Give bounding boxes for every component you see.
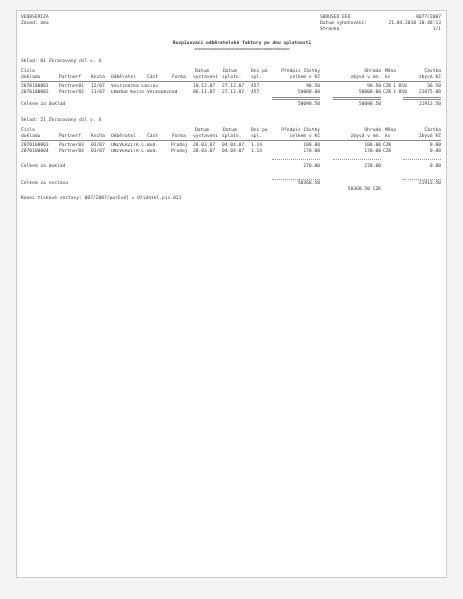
table-row-zbyva: 50000.00 [358, 90, 381, 95]
table-row-castka: 90.50 [306, 84, 320, 89]
col-datum1: Datum [195, 128, 209, 133]
section2-label: Sklad: 21 Zkracovaný díl v. 4 [21, 118, 102, 123]
table-row-castka: 50000.00 [297, 90, 320, 95]
table-row-ks: 1 050 [393, 90, 407, 95]
form-code: SBOUSEO EEO [320, 15, 351, 20]
col-cena-zbyva: zbývá Kč [418, 75, 441, 80]
grand-total-castka: 50360.50 [297, 181, 320, 186]
section1-total-cena: 21913.50 [418, 102, 441, 107]
col-mena: Měna [385, 128, 397, 133]
table-row-odberatel: UNIVERZITA Č.Bud. [111, 143, 159, 148]
table-row-doc: 2070100004 [21, 149, 49, 154]
table-row-partner: Partner02 [59, 90, 84, 95]
col-partner: Partnerf [59, 75, 82, 80]
table-row-d1: 10.12.07 [193, 84, 216, 89]
report-title: Rozpisovací odběratelské faktury po dnu splatnosti [172, 41, 312, 46]
table-row-dni: 457 [251, 84, 260, 89]
col-cena: Částka [424, 69, 441, 74]
grand-total-zbyva: 50360.50 CZK [347, 187, 381, 192]
col-castka: Předpis částky [281, 69, 320, 74]
report-footer: Konec tiskové sestavy: 007/2007/parEvd] = Ořidatel.pis.021 [21, 196, 182, 201]
col-cislo: Číslo [21, 69, 35, 74]
table-row-mena: CZK [383, 84, 392, 89]
section1-total-castka: 50090.50 [297, 102, 320, 107]
col-cislo: Číslo [21, 128, 35, 133]
col-dni: Dní po [251, 69, 268, 74]
table-row-dni: 1.14 [251, 143, 263, 148]
table-row-dni: 1.14 [251, 149, 263, 154]
table-row-odberatel: Vavrinecka Čáslav [111, 84, 159, 89]
header-rule [21, 81, 441, 82]
report-page [16, 10, 447, 578]
table-row-cena: 36.50 [427, 84, 441, 89]
col-ks: ks [385, 75, 391, 80]
col-ks: ks [385, 134, 391, 139]
page-number: 1/1 [432, 27, 441, 32]
col-dokladu: dokladu [21, 134, 41, 139]
table-row-d2: 04.04.07 [222, 149, 245, 154]
col-celkem: celkem v Kč [289, 75, 320, 80]
table-row-kniha: 12/07 [91, 84, 105, 89]
col-datum1: Datum [195, 69, 209, 74]
table-row-zbyva: 100.00 [364, 143, 381, 148]
col-cast: Část [147, 75, 159, 80]
total-rule [403, 159, 441, 160]
document-id: 0077/2007 [416, 15, 441, 20]
section1-total-zbyva: 50090.50 [358, 102, 381, 107]
col-spl: spl. [251, 134, 263, 139]
print-date-label: Datum vyhotovení: [320, 21, 368, 26]
table-row-partner: Partner01 [59, 84, 84, 89]
col-datum2: Datum [223, 69, 237, 74]
company-name: VEOBSERIZA [21, 15, 49, 20]
col-cast: Část [147, 134, 159, 139]
col-kniha: Kniha [91, 134, 105, 139]
table-row-mena: CZK [383, 143, 392, 148]
section1-total-label: Celkem za doklad [21, 102, 66, 107]
col-partner: Partnerf [59, 134, 82, 139]
table-row-dni: 457 [251, 90, 260, 95]
grand-total-cena: 21913.50 [418, 181, 441, 186]
section2-total-label: Celkem za doklad [21, 164, 66, 169]
table-row-doc: 2070100001 [21, 84, 49, 89]
table-row-partner: Partner03 [59, 143, 84, 148]
table-row-cena: 21875.00 [418, 90, 441, 95]
total-rule [333, 97, 381, 100]
table-row-ks: 1 050 [393, 84, 407, 89]
col-forma: Forma [172, 134, 186, 139]
table-row-zbyva: 90.50 [367, 84, 381, 89]
col-cena-zbyva: Zbývá Kč [418, 134, 441, 139]
col-uhrada: Úhrada [364, 128, 381, 133]
table-row-kniha: 11/07 [91, 90, 105, 95]
grand-total-rule [272, 179, 320, 180]
col-splatn: splatn. [222, 75, 242, 80]
table-row-mena: CZK [383, 149, 392, 154]
table-row-forma: Prodej [171, 149, 188, 154]
table-row-odberatel: ENERGO Kolín Velkoobchod [111, 90, 178, 95]
table-row-doc: 2070100003 [21, 143, 49, 148]
col-forma: Forma [172, 75, 186, 80]
col-uhrada: Úhrada [364, 69, 381, 74]
col-splatn: splatn. [222, 134, 242, 139]
col-zbyva-mn: zbývá v mn. [350, 134, 381, 139]
col-vystaveni: vystavení [193, 75, 218, 80]
col-mena: Měna [385, 69, 397, 74]
col-datum2: Datum [223, 128, 237, 133]
section2-total-zbyva: 270.00 [364, 164, 381, 169]
print-date: 21.04.2010 10:48:13 [388, 21, 441, 26]
total-rule [272, 159, 320, 160]
table-row-kniha: 03/07 [91, 143, 105, 148]
table-row-d1: 28.03.07 [193, 149, 216, 154]
table-row-d1: 28.03.07 [193, 143, 216, 148]
col-dni: Dní po [251, 128, 268, 133]
table-row-mena: CZK [383, 90, 392, 95]
table-row-d2: 27.12.07 [222, 84, 245, 89]
col-dokladu: dokladu [21, 75, 41, 80]
table-row-castka: 170.00 [303, 149, 320, 154]
table-row-d2: 27.12.07 [222, 90, 245, 95]
col-odberatel: Odběratel [111, 75, 136, 80]
table-row-cena: 0.00 [429, 143, 441, 148]
table-row-kniha: 03/07 [91, 149, 105, 154]
col-cena: Částka [424, 128, 441, 133]
table-row-zbyva: 170.00 [364, 149, 381, 154]
report-subtitle: oooooooooooooooooooooooooooooooooooooooooooo [194, 47, 290, 51]
col-zbyva-mn: zbývá v mn. [350, 75, 381, 80]
table-row-partner: Partner04 [59, 149, 84, 154]
page-label: Stránka [320, 27, 340, 32]
total-rule [333, 159, 381, 160]
col-spl: spl. [251, 75, 263, 80]
section1-label: Sklad: 01 Zkracovaný díl v. 4 [21, 59, 102, 64]
section2-total-castka: 270.00 [303, 164, 320, 169]
col-odberatel: Odběratel [111, 134, 136, 139]
table-row-doc: 2070100002 [21, 90, 49, 95]
table-row-odberatel: UNIVERZITA Č.Bud. [111, 149, 159, 154]
table-row-cena: 0.00 [429, 149, 441, 154]
col-castka: Předpis částky [281, 128, 320, 133]
col-celkem: celkem v Kč [289, 134, 320, 139]
grand-total-rule [403, 179, 441, 180]
header-rule [21, 140, 441, 141]
col-kniha: Kniha [91, 75, 105, 80]
total-rule [272, 97, 320, 100]
table-row-d1: 06.11.07 [193, 90, 216, 95]
table-row-d2: 04.04.07 [222, 143, 245, 148]
table-row-castka: 100.00 [303, 143, 320, 148]
total-rule [403, 97, 441, 100]
grand-total-label: Celkem za sestavu [21, 181, 69, 186]
col-vystaveni: vystavení [193, 134, 218, 139]
table-row-forma: Prodej [171, 143, 188, 148]
section2-total-cena: 0.00 [429, 164, 441, 169]
company-sub: Závod: aka [21, 21, 49, 26]
